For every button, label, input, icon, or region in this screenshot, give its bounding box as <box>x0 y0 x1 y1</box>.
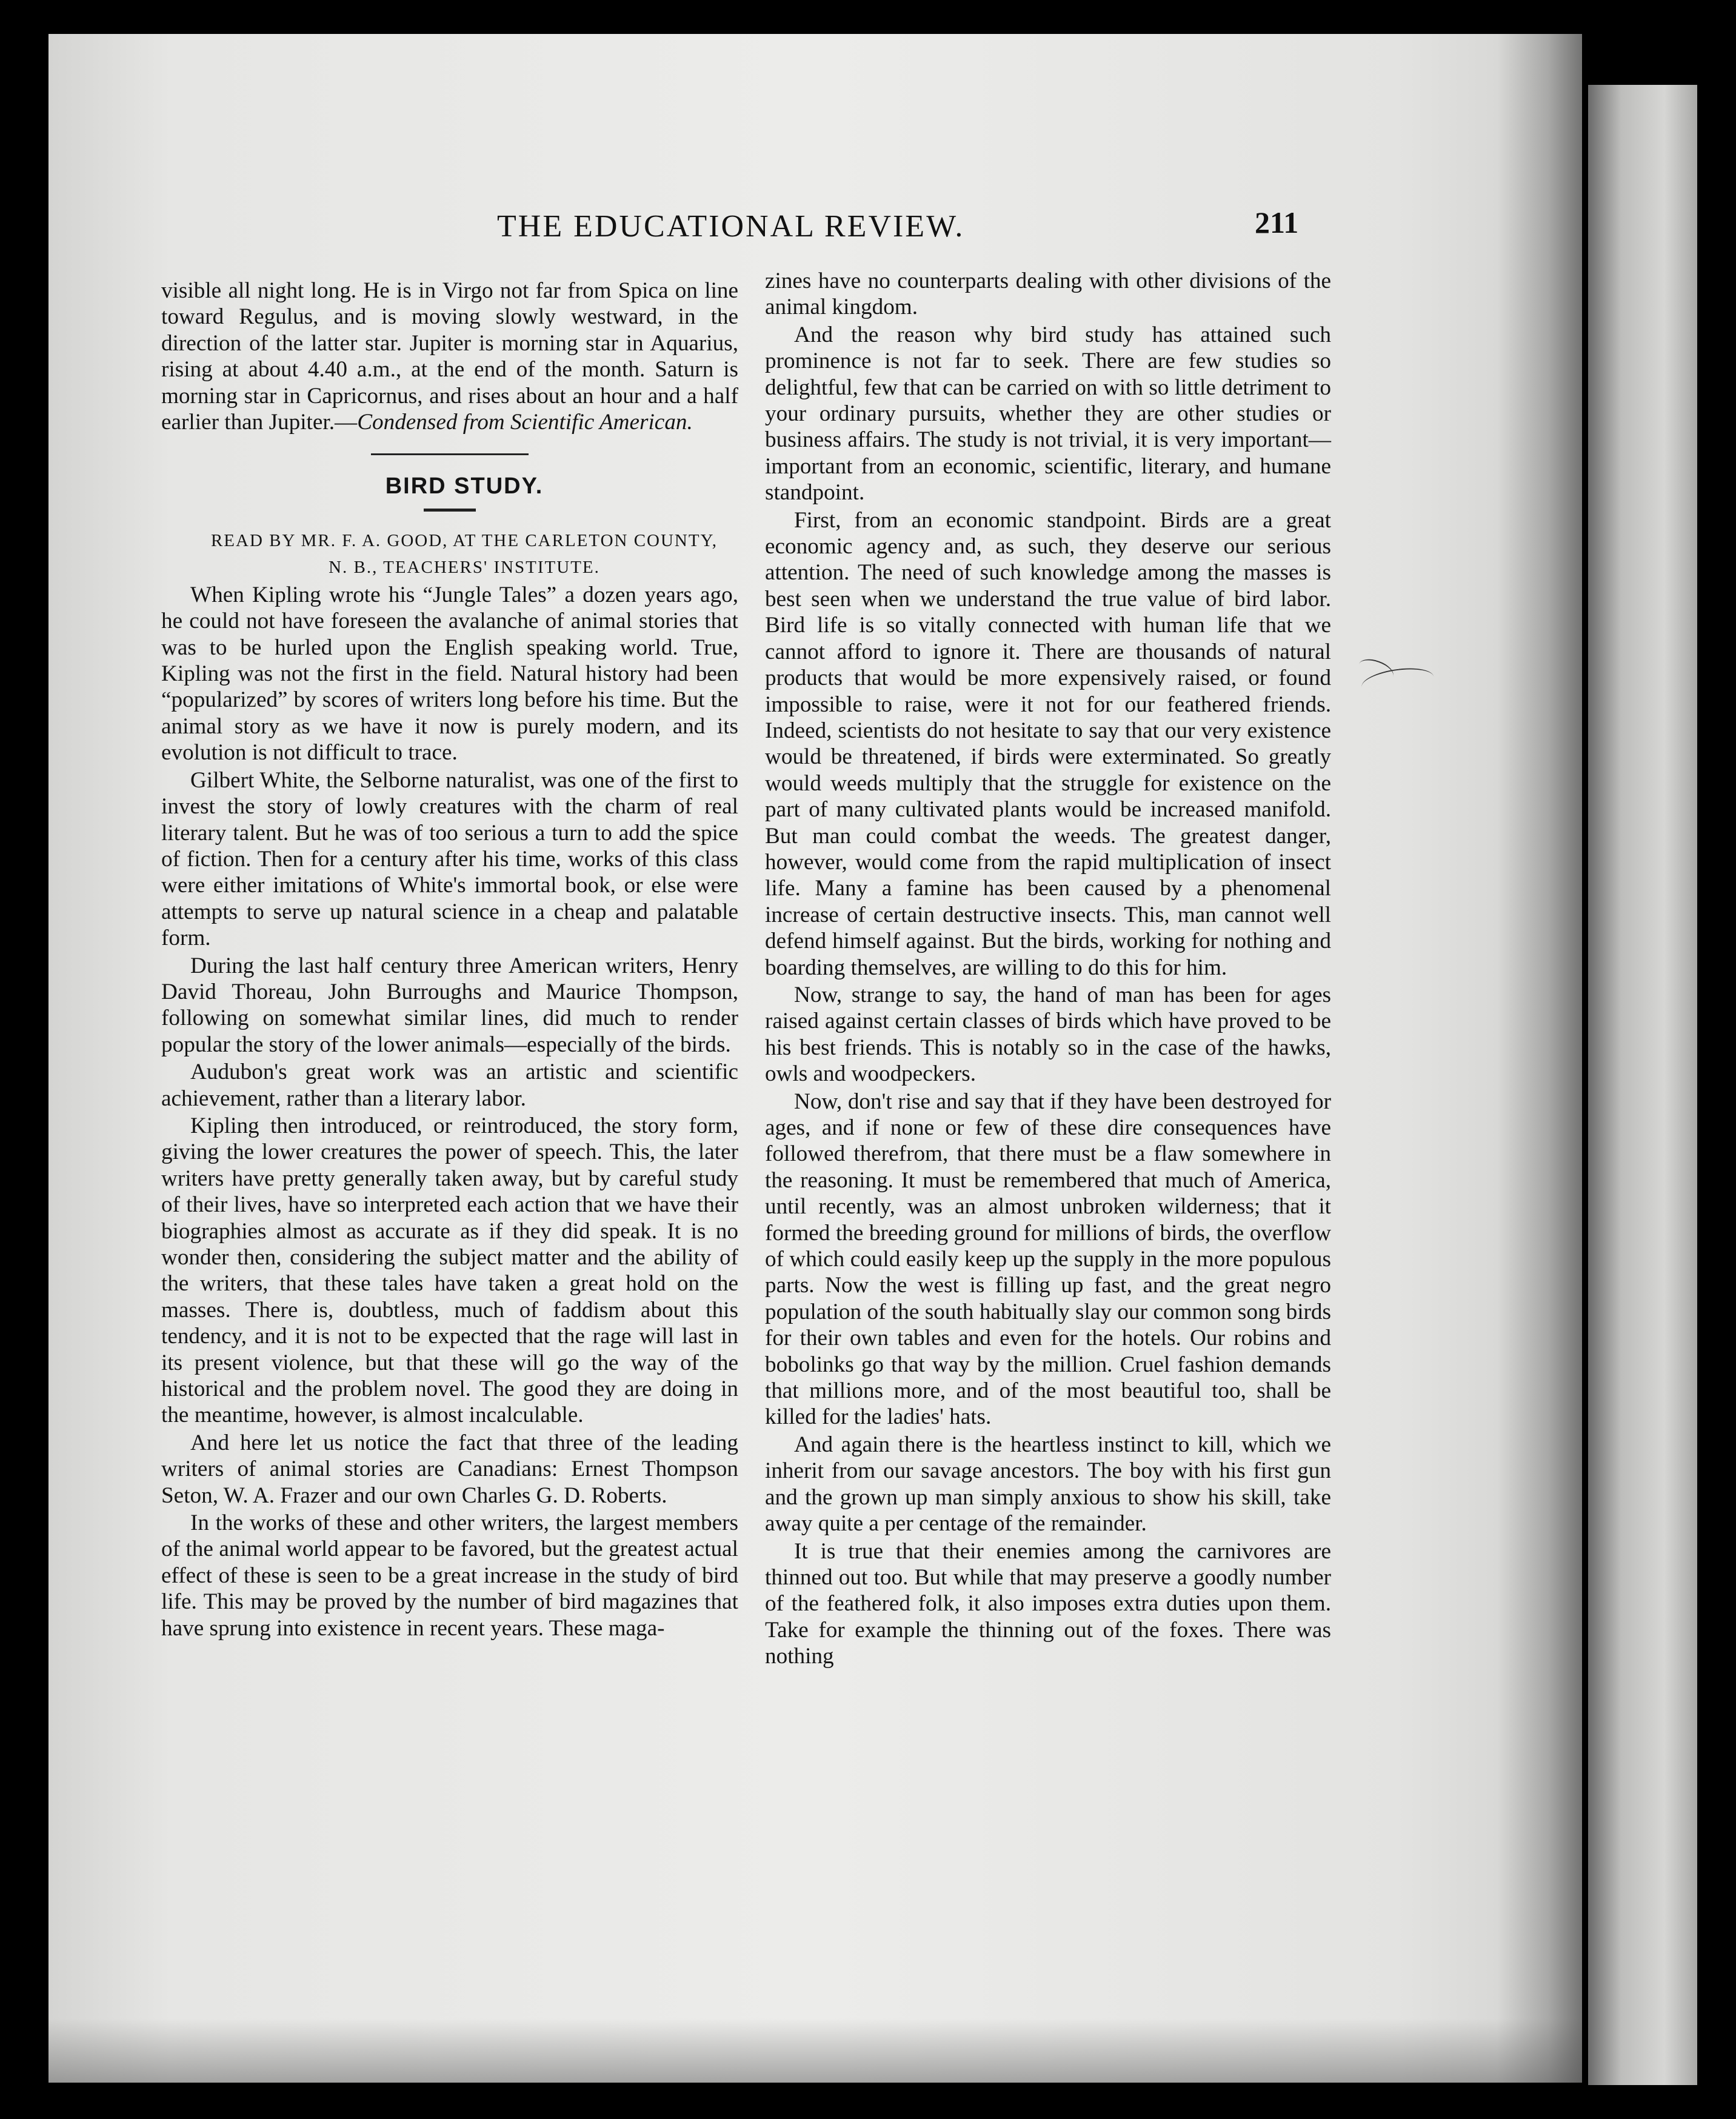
paragraph: Audubon's great work was an artistic and scientific achievement, rather than a literary labor. <box>161 1060 738 1111</box>
byline-line-1: READ BY MR. F. A. GOOD, AT THE CARLETON COUNTY, <box>210 530 718 550</box>
paragraph: In the works of these and other writers, the largest members of the animal world appear to be favored, but the greatest actual effect of these is seen to be a great increase in the study of bird life. This may be proved by the number of bird magazines that have sprung into existence in recent years. These maga- <box>161 1510 738 1641</box>
intro-paragraph <box>161 278 738 435</box>
paragraph: And the reason why bird study has attained such prominence is not far to seek. There are few studies so delightful, few that can be carried on with so little detriment to your ordinary pursuits, whether they are other studies or business affairs. The study is not trivial, it is very important—important from an economic, scientific, literary, and humane standpoint. <box>765 322 1331 506</box>
page-header <box>158 205 1309 251</box>
continuation-paragraph: zines have no counterparts dealing with other divisions of the animal kingdom. <box>765 269 1331 320</box>
paragraph: Kipling then introduced, or reintroduced, the story form, giving the lower creatures the power of speech. This, the later writers have pretty generally taken away, but by careful study of their lives, have so interpreted each action that we have their biographies almost as accurate as if they did speak. It is no wonder then, considering the subject matter and the ability of the writers, that these tales have taken a great hold on the masses. There is, doubtless, much of faddism about this tendency, and it is not to be expected that the rage will last in its present violence, but that these will go the way of the historical and the problem novel. The good they are doing in the meantime, however, is almost incalculable. <box>161 1113 738 1428</box>
page-number: 211 <box>1255 205 1299 239</box>
paragraph: It is true that their enemies among the carnivores are thinned out too. But while that may preserve a goodly number of the feathered folk, it also imposes extra duties upon them. Take for example the thinning out of the foxes. There was nothing <box>765 1538 1331 1669</box>
page-edge-shadow <box>1497 34 1582 2083</box>
page-bottom-shadow <box>48 2018 1582 2083</box>
paragraph: First, from an economic standpoint. Birds are a great economic agency and, as such, they deserve our serious attention. The need of such knowledge among the masses is best seen when we understand the true value of bird labor. Bird life is so vitally connected with human life that we cannot afford to ignore it. There are thousands of natural products that would be more expensively raised, or found impossible to raise, were it not for our feathered friends. Indeed, scientists do not hesitate to say that our very existence would be threatened, if birds were exterminated. So greatly would weeds multiply that the struggle for existence on the part of many cultivated plants would be increased manifold. But man could combat the weeds. The greatest danger, however, would come from the rapid multiplication of insect life. Many a famine has been caused by a phenomenal increase of certain destructive insects. This, man cannot well defend himself against. But the birds, working for nothing and boarding themselves, are willing to do this for him. <box>765 507 1331 980</box>
article-title: BIRD STUDY. <box>385 473 544 499</box>
intro-source: Condensed from Scientific American. <box>357 410 693 435</box>
paragraph: Now, strange to say, the hand of man has been for ages raised against certain classes of birds which have proved to be his best friends. This is notably so in the case of the hawks, owls and woodpeckers. <box>765 982 1331 1087</box>
right-column <box>765 268 1331 1670</box>
section-divider <box>371 453 529 455</box>
paragraph: During the last half century three American writers, Henry David Thoreau, John Burroughs and Maurice Thompson, following on somewhat similar lines, did much to render popular the story of the lower animals—especially of the birds. <box>161 953 738 1057</box>
paragraph: When Kipling wrote his “Jungle Tales” a dozen years ago, he could not have foreseen the avalanche of animal stories that was to be hurled upon the English speaking world. True, Kipling was not the first in the field. Natural history had been “popularized” by scores of writers long before his time. But the animal story as we have it now is purely modern, and its evolution is not difficult to trace. <box>161 582 738 766</box>
paragraph: Now, don't rise and say that if they have been destroyed for ages, and if none or few of these dire consequences have followed therefrom, that there must be a flaw somewhere in the reasoning. It must be remembered that much of America, until recently, was an almost unbroken wilderness; that it formed the breeding ground for millions of birds, the overflow of which could easily keep up the supply in the more populous parts. Now the west is filling up fast, and the great negro population of the south habitually slay our common song birds for their own tables and even for the hotels. Our robins and bobolinks go that way by the million. Cruel fashion demands that millions more, and of the most beautiful too, shall be killed for the ladies' hats. <box>765 1089 1331 1430</box>
article-byline <box>161 527 738 581</box>
left-column <box>161 278 738 1641</box>
running-title: THE EDUCATIONAL REVIEW. <box>497 209 965 244</box>
adjacent-page-edge <box>1588 85 1697 2085</box>
intro-text: visible all night long. He is in Virgo not far from Spica on line toward Regulus, and is moving slowly westward, in the direction of the latter star. Jupiter is morning star in Aquarius, rising at about 4.40 a.m., at the end of the month. Saturn is morning star in Capricornus, and rises about an hour and a half earlier than Jupiter.— <box>161 278 738 435</box>
title-underline <box>424 509 476 512</box>
paragraph: And here let us notice the fact that three of the leading writers of animal stories are Canadians: Ernest Thompson Seton, W. A. Frazer and our own Charles G. D. Roberts. <box>161 1430 738 1508</box>
paragraph: And again there is the heartless instinct to kill, which we inherit from our savage ancestors. The boy with his first gun and the grown up man simply anxious to show his skill, take away quite a per centage of the remainder. <box>765 1432 1331 1537</box>
byline-line-2: N. B., TEACHERS' INSTITUTE. <box>329 557 600 577</box>
paragraph: Gilbert White, the Selborne naturalist, was one of the first to invest the story of lowly creatures with the charm of real literary talent. But he was of too serious a turn to add the spice of fiction. Then for a century after his time, works of this class were either imitations of White's immortal book, or else were attempts to serve up natural science in a cheap and palatable form. <box>161 767 738 951</box>
